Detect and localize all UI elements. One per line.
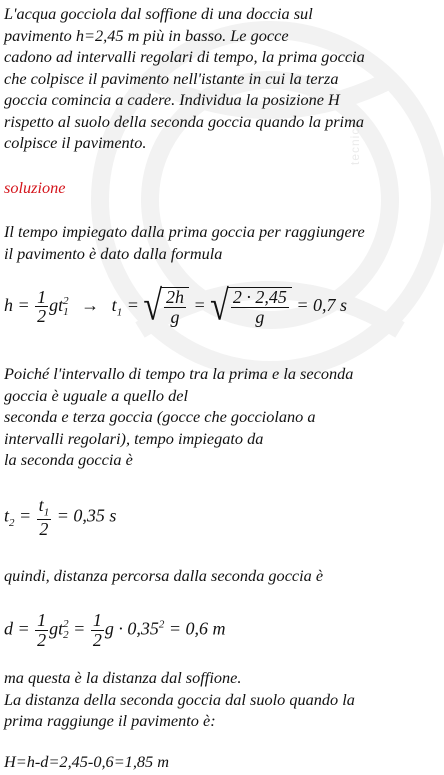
eq-subscript: 2	[63, 629, 69, 642]
fraction-denominator: 2	[37, 306, 47, 327]
eq-symbol: t	[4, 505, 10, 526]
fraction	[35, 611, 48, 650]
fraction	[35, 288, 48, 327]
eq-superscript: 2	[158, 618, 165, 631]
eq-superscript: 2	[63, 618, 69, 631]
eq-operator: =	[193, 295, 206, 316]
fraction	[231, 288, 289, 327]
eq-operator: =	[19, 505, 32, 526]
paragraph-line: il pavimento è dato dalla formula	[4, 243, 223, 263]
paragraph-line: seconda e terza goccia (gocce che gocciolano a	[4, 407, 316, 426]
paragraph-line: intervalli regolari), tempo impiegato da	[4, 428, 264, 448]
eq-operator: =	[17, 295, 30, 316]
problem-line: colpisce il pavimento.	[4, 133, 147, 152]
paragraph-line: Poiché l'intervallo di tempo tra la prima e la seconda	[4, 364, 354, 383]
fraction-numerator: 1	[92, 610, 102, 630]
equation-distance	[4, 611, 225, 650]
paragraph-4	[4, 667, 440, 732]
fraction-numerator: 2 · 2,45	[232, 287, 287, 307]
problem-line: pavimento h=2,45 m più in basso. Le gocce	[4, 25, 289, 45]
fraction-denominator: 2	[37, 629, 47, 650]
square-root	[143, 283, 189, 330]
eq-symbol: h	[4, 295, 13, 316]
paragraph-3	[4, 565, 440, 587]
paragraph-line: prima raggiunge il pavimento è:	[4, 711, 216, 730]
eq-subscript: 1	[116, 306, 123, 319]
paragraph-line: ma questa è la distanza dal soffione.	[4, 668, 242, 687]
fraction-numerator: 1	[37, 610, 47, 630]
equation-second-drop-time	[4, 496, 116, 539]
eq-term: gt	[49, 618, 64, 639]
fraction-denominator: g	[255, 306, 265, 327]
problem-line: che colpisce il pavimento nell'istante in cui la terza	[4, 68, 339, 88]
paragraph-line: La distanza della seconda goccia dal suolo quando la	[4, 689, 355, 709]
eq-operator: =	[73, 618, 86, 639]
eq-term: gt	[49, 295, 64, 316]
fraction-numerator: 2h	[166, 287, 185, 307]
problem-line: rispetto al suolo della seconda goccia quando la prima	[4, 111, 364, 131]
eq-symbol: t	[111, 295, 117, 316]
eq-result: = 0,35 s	[56, 505, 117, 526]
eq-subscript: 2	[9, 517, 15, 530]
solution-heading: soluzione	[4, 178, 66, 197]
eq-result: = 0,6 m	[168, 618, 226, 639]
paragraph-line: la seconda goccia è	[4, 450, 133, 469]
fraction	[164, 288, 186, 327]
problem-text	[4, 3, 440, 154]
fraction-denominator: 2	[39, 519, 49, 540]
eq-symbol: t	[38, 495, 44, 515]
radical-icon: √	[143, 283, 163, 330]
fraction-numerator	[37, 496, 52, 520]
paragraph-line: Il tempo impiegato dalla prima goccia per raggiungere	[4, 222, 365, 241]
eq-superscript: 2	[63, 294, 69, 307]
problem-line: cadono ad intervalli regolari di tempo, la prima goccia	[4, 47, 365, 66]
paragraph-line: goccia è uguale a quello del	[4, 385, 189, 405]
arrow-icon: →	[81, 295, 100, 316]
eq-symbol: d	[4, 618, 13, 639]
eq-term: g · 0,35	[104, 618, 159, 639]
eq-result: = 0,7 s	[296, 295, 347, 316]
problem-line: L'acqua gocciola dal soffione di una doccia sul	[4, 4, 313, 23]
eq-operator: =	[126, 295, 139, 316]
paragraph-line: quindi, distanza percorsa dalla seconda goccia è	[4, 566, 324, 585]
fraction-denominator: 2	[92, 629, 102, 650]
fraction-numerator: 1	[37, 286, 47, 307]
eq-subscript: 1	[43, 506, 50, 519]
problem-line: goccia comincia a cadere. Individua la posizione H	[4, 90, 340, 109]
eq-operator: =	[17, 618, 30, 639]
fraction	[37, 496, 52, 539]
fraction-denominator: g	[170, 306, 180, 327]
watermark-text: tecnica	[348, 119, 362, 165]
eq-subscript: 1	[63, 305, 69, 318]
square-root	[210, 283, 292, 330]
paragraph-2	[4, 363, 440, 471]
radical-icon: √	[210, 283, 229, 330]
equation-fall-time	[4, 283, 347, 330]
paragraph-1	[4, 221, 440, 264]
fraction	[91, 611, 104, 650]
final-result: H=h-d=2,45-0,6=1,85 m	[4, 752, 170, 771]
